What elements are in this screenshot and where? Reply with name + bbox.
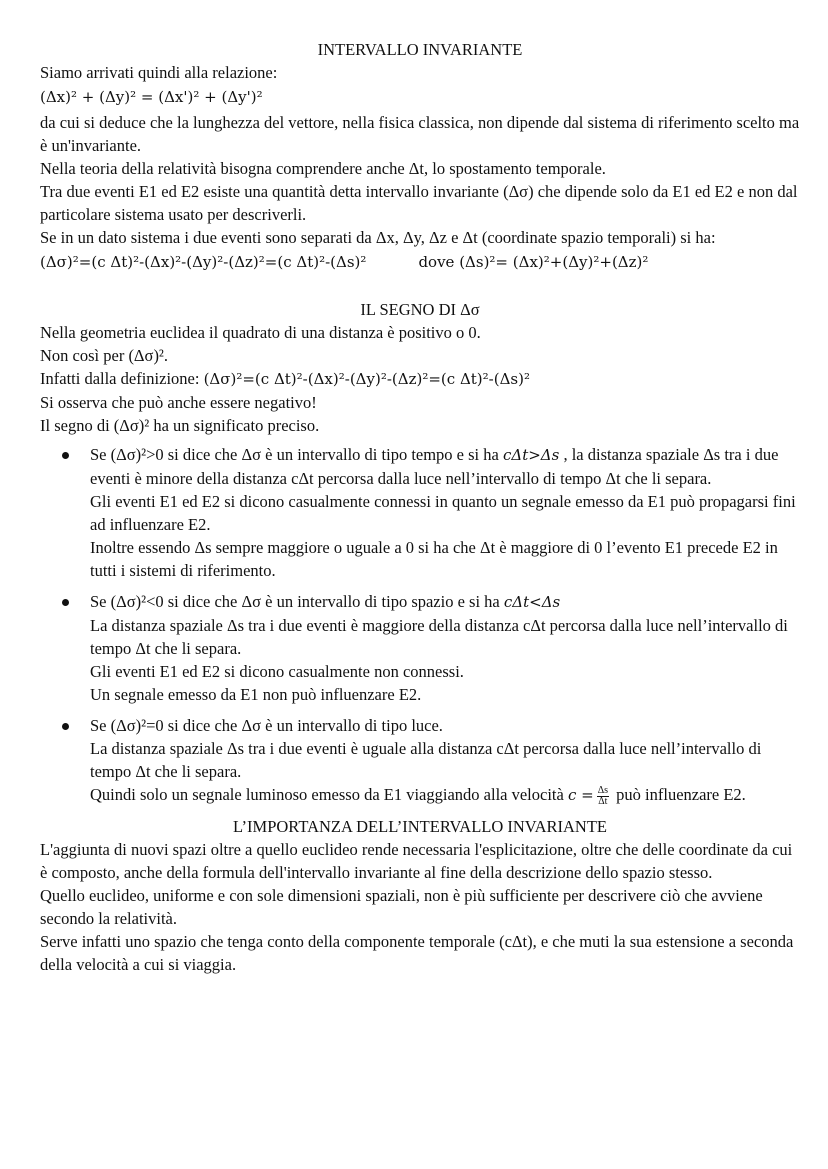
paragraph-can-be-negative: Si osserva che può anche essere negativo! xyxy=(40,393,317,412)
bullet-dot xyxy=(62,452,69,459)
light-like-summary: Se (Δσ)²=0 si dice che Δσ è un intervallo di tipo luce. xyxy=(90,716,443,735)
time-like-tail: , la distanza spaziale Δs tra i due eventi è minore della distanza cΔt percorsa dalla luce nell’intervallo di tempo Δt che li separa. xyxy=(90,445,779,488)
paragraph-new-spaces: L'aggiunta di nuovi spazi oltre a quello euclideo rende necessaria l'esplicitazione, oltre che delle coordinate da cui è composto, anche della formula dell'intervallo invariante al fine della descrizione dello spazio stesso. xyxy=(40,840,793,882)
fraction-denominator: Δt xyxy=(598,795,608,807)
paragraph-invariant-interval-def: Tra due eventi E1 ed E2 esiste una quantità detta intervallo invariante (Δσ) che dipende solo da E1 ed E2 e non dal particolare sistema usato per descriverli. xyxy=(40,182,798,224)
equation-interval-main: (Δσ)²=(c Δt)²-(Δx)²-(Δy)²-(Δz)²=(c Δt)²-(Δs)² xyxy=(40,253,367,271)
definition-equation: (Δσ)²=(c Δt)²-(Δx)²-(Δy)²-(Δz)²=(c Δt)²-(Δs)² xyxy=(203,370,530,388)
definition-label: Infatti dalla definizione: xyxy=(40,369,204,388)
space-like-summary xyxy=(90,590,800,614)
equation-interval-definition xyxy=(40,251,800,274)
paragraph-intro: Siamo arrivati quindi alla relazione: xyxy=(40,63,278,82)
section-spacer xyxy=(40,276,800,298)
light-like-distance: La distanza spaziale Δs tra i due eventi è uguale alla distanza cΔt percorsa dalla luce nell’intervallo di tempo Δt che li separa. xyxy=(90,739,762,781)
space-like-lead: Se (Δσ)²<0 si dice che Δσ è un intervallo di tipo spazio e si ha xyxy=(90,592,504,611)
space-like-distance: La distanza spaziale Δs tra i due eventi è maggiore della distanza cΔt percorsa dalla luce nell’intervallo di tempo Δt che li separa. xyxy=(90,616,788,658)
velocity-c-symbol: c = xyxy=(567,786,594,804)
paragraph-temporal-component: Serve infatti uno spazio che tenga conto della componente temporale (cΔt), e che muti la sua estensione a seconda della velocità a cui si viaggia. xyxy=(40,932,794,974)
title-intervallo-invariante: INTERVALLO INVARIANTE xyxy=(317,40,523,59)
paragraph-definition xyxy=(40,367,800,391)
time-like-causal: Gli eventi E1 ed E2 si dicono casualmente connessi in quanto un segnale emesso da E1 può propagarsi fini ad influenzare E2. xyxy=(90,492,796,534)
paragraph-euclidean-square: Nella geometria euclidea il quadrato di una distanza è positivo o 0. xyxy=(40,323,481,342)
paragraph-euclidean-insufficient: Quello euclideo, uniforme e con sole dimensioni spaziali, non è più sufficiente per descrivere ciò che avviene secondo la relatività. xyxy=(40,886,763,928)
fraction-numerator: Δs xyxy=(597,784,609,796)
list-item-light-like xyxy=(40,714,800,807)
space-like-not-connected: Gli eventi E1 ed E2 si dicono casualmente non connessi. xyxy=(90,662,464,681)
list-item-time-like xyxy=(40,443,800,582)
light-like-signal-post: può influenzare E2. xyxy=(612,785,746,804)
paragraph-not-for-sigma: Non così per (Δσ)². xyxy=(40,346,169,365)
paragraph-relativity-dt: Nella teoria della relatività bisogna comprendere anche Δt, lo spostamento temporale. xyxy=(40,159,606,178)
bullet-dot xyxy=(62,723,69,730)
light-like-signal xyxy=(90,783,800,807)
equation-delta-s: dove (Δs)²= (Δx)²+(Δy)²+(Δz)² xyxy=(418,253,649,271)
time-like-order: Inoltre essendo Δs sempre maggiore o uguale a 0 si ha che Δt è maggiore di 0 l’evento E1 precede E2 in tutti i sistemi di riferimento. xyxy=(90,538,778,580)
velocity-fraction xyxy=(597,786,609,807)
bullet-dot xyxy=(62,599,69,606)
list-item-space-like xyxy=(40,590,800,706)
paragraph-sign-meaning: Il segno di (Δσ)² ha un significato preciso. xyxy=(40,416,320,435)
time-like-inequality: cΔt>Δs xyxy=(502,446,560,464)
heading-segno-di-delta-sigma: IL SEGNO DI Δσ xyxy=(360,300,480,319)
interval-types-list xyxy=(40,443,800,807)
light-like-signal-pre: Quindi solo un segnale luminoso emesso da E1 viaggiando alla velocità xyxy=(90,785,568,804)
equation-euclidean-invariance: (Δx)² + (Δy)² = (Δx')² + (Δy')² xyxy=(40,88,263,106)
space-like-no-influence: Un segnale emesso da E1 non può influenzare E2. xyxy=(90,685,422,704)
time-like-lead: Se (Δσ)²>0 si dice che Δσ è un intervallo di tipo tempo e si ha xyxy=(90,445,503,464)
time-like-summary xyxy=(90,443,800,490)
heading-importanza-intervallo: L’IMPORTANZA DELL’INTERVALLO INVARIANTE xyxy=(232,817,608,836)
space-like-inequality: cΔt<Δs xyxy=(503,593,561,611)
document-page xyxy=(40,38,800,976)
paragraph-classical-invariant: da cui si deduce che la lunghezza del vettore, nella fisica classica, non dipende dal sistema di riferimento scelto ma è un'invariante. xyxy=(40,113,800,155)
paragraph-spacetime-coords: Se in un dato sistema i due eventi sono separati da Δx, Δy, Δz e Δt (coordinate spazio temporali) si ha: xyxy=(40,228,716,247)
